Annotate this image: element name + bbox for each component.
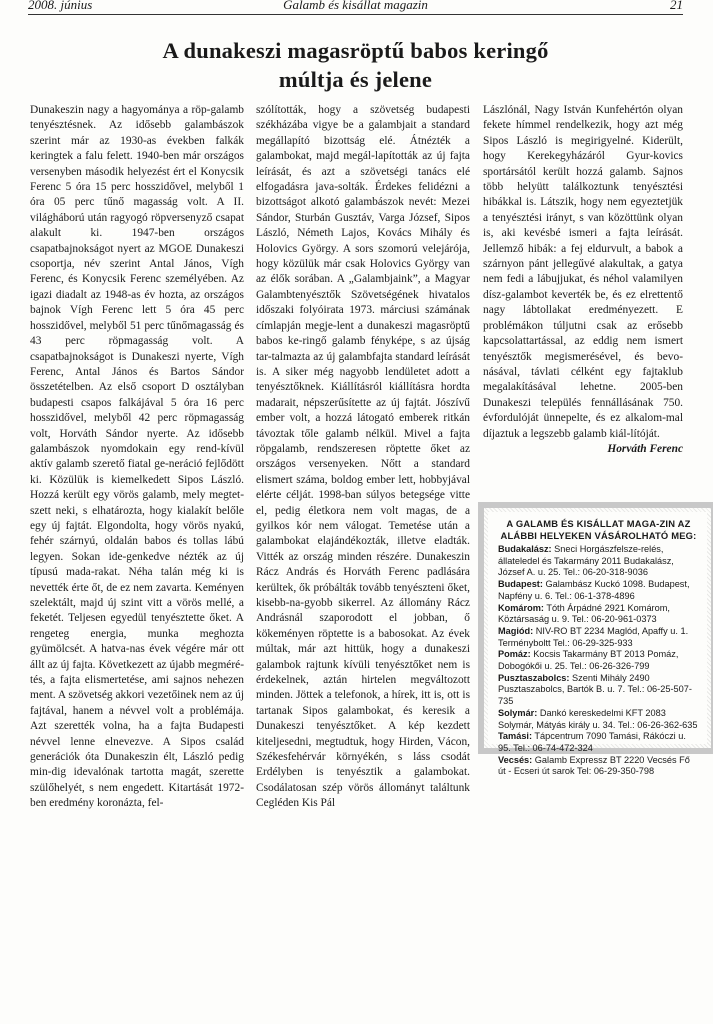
where-to-buy-title: A GALAMB ÉS KISÁLLAT MAGA-ZIN AZ ALÁBBI HELYEKEN VÁSÁROLHATÓ MEG: bbox=[500, 518, 697, 541]
column-3-text: Lászlónál, Nagy István Kunfehértón olyan fekete hímmel rendelkezik, hogy azt még Sipos László is megirigyelné. Kiderült, hogy Kerekegyházáról Gyur-kovics sportársától került hozzá galamb. Sajnos több helyütt találkoztunk tenyésztési hibákkal is. Látszik, hogy nem egyeztetjük a tenyésztési irányt, s van közöttünk olyan is, aki kevésbé ismeri a fajta leírását. Jellemző hibák: a fej eldurvult, a babok a szárnyon pánt jellegűvé alakultak, a gatya nem fedi a lábujjukat, és néhol valamilyen dísz-galambot keverték be, és ez elrettentő nagy lábtollakat eredményezett. E problémákon túljutni csak az erősebb kapcsolattartással, az eddig nem ismert tenyésztők megismerésével, és bevo-násával, távlati célként egy fajtaklub megalakításával lehetne. 2005-ben Dunakeszi település fennállásának 750. évfordulóját ünnepelte, és ez alkalom-mal díjaztuk a legszebb galamb kiál-lítóját. bbox=[483, 104, 683, 440]
retailer-place: Magiód: bbox=[498, 625, 534, 636]
retailer-details: Galamb Expressz BT 2220 Vecsés Fő út - Ecseri út sarok Tel: 06-29-350-798 bbox=[498, 754, 690, 777]
article-title bbox=[28, 36, 683, 94]
retailer-list bbox=[498, 544, 699, 778]
retailer-entry bbox=[498, 755, 699, 778]
author-signature: Horváth Ferenc bbox=[607, 442, 683, 455]
retailer-entry bbox=[498, 544, 699, 579]
where-to-buy-box bbox=[478, 502, 713, 777]
retailer-details: Galambász Kuckó 1098. Budapest, Napfény u. 6. Tel.: 06-1-378-4896 bbox=[498, 579, 690, 601]
retailer-details: Szenti Mihály 2490 Pusztaszabolcs, Bartók B. u. 7. Tel.: 06-25-507-735 bbox=[498, 672, 692, 707]
column-1-text: Dunakeszin nagy a hagyománya a röp-galamb tenyésztésnek. Az idősebb galambászok szerint már az 1930-as években falkák keringtek a falu felett. 1940-ben már országos versenyben második helyezést ért el Konycsik Ferenc 5 óra 15 perc hosszidővel, melyből 1 óra 05 perc tűnő magasság volt. A II. világháború után ragyogó röpversenyző csapat alakult ki. 1947-ben országos csapatbajnokságot nyert az MGOE Dunakeszi csoportja, név szerint Antal János, Vígh Ferenc, és Konycsik Ferenc személyében. Az igazi diadalt az 1948-as év hozta, az országos bajnok Vígh Ferenc lett 5 óra 45 perc hosszidővel, melyből 51 perc tűnőmagasság és 43 perc röpmagasság volt. A csapatbajnokságot is Dunakeszi nyerte, Vígh Ferenc, Antal János és Bartos Sándor összetételben. Az első csoport D osztályban budapesti csapos falkájával 5 óra 16 perc hosszidővel, melyből 42 perc röpmagasság volt, Horváth Sándor nyerte. Az idősebb galambászok nyomdokain egy rend-kívül aktív galamb szerető fiatal ge-neráció fejlődött ki. Közülük is kiemelkedett Sipos László. Hozzá került egy vörös galamb, mely megtet-szett neki, s elhatározta, hogy kialakít belőle egy új fajtát. Elgondolta, hogy vörös nyakú, fehér szárnyú, oldalán babos és tollas lábú legyen. Sokan ide-genkedve nézték az új típusú mada-rakat. Néha talán még ki is nevették érte őt, de ez nem zavarta. Keményen szelektált, majd új szint vitt a vörös mellé, a feketét. Teljesen egyedül tenyésztette őket. A rengeteg energia, munka meghozta gyümölcsét. A hatva-nas évek végére már ott állt az új fajta. Következett az újabb megméré-tés, a fajta elismertetése, ami sajnos nehezen ment. A szövetség akkori vezetőinek nem az új fajtával, hanem a névvel volt a problémája. Azt szerették volna, ha a fajta Budapesti névvel lenne elnevezve. A Sipos család generációk óta Dunakeszin élt, László pedig min-dig idevalónak tartotta magát, szerette szülőhelyét, s nem engedett. Kitartását 1972-ben eredmény koronázta, fel- bbox=[30, 104, 244, 810]
retailer-details: Tápcentrum 7090 Tamási, Rákóczi u. 95. Tel.: 06-74-472-324 bbox=[498, 731, 686, 753]
article-column-3 bbox=[483, 103, 683, 457]
retailer-entry bbox=[498, 673, 699, 708]
retailer-entry bbox=[498, 731, 699, 754]
article-column-1 bbox=[30, 103, 244, 812]
retailer-place: Pusztaszabolcs: bbox=[498, 672, 570, 683]
retailer-place: Budakalász: bbox=[498, 544, 552, 554]
retailer-place: Vecsés: bbox=[498, 754, 533, 765]
retailer-place: Komárom: bbox=[498, 602, 544, 613]
magazine-name: Galamb és kisállat magazin bbox=[283, 0, 428, 12]
where-to-buy-content bbox=[488, 512, 707, 777]
retailer-place: Pomáz: bbox=[498, 649, 531, 660]
retailer-entry bbox=[498, 708, 699, 731]
column-2-text: szólították, hogy a szövetség budapesti székházába vigye be a galambjait a standard megállapító bizottság elé. Átnézték a galambokat, majd megál-lapították az új fajta leírását, és azt a szövetségi tanács elé elfogadásra java-solták. Érdekes felidézni a bizottságot alkotó galambászok nevét: Mezei Sándor, Sturbán Gusztáv, Varga József, Sipos László, Németh Lajos, Kovács Mihály és Holovics György. A sors szomorú velejárója, hogy közülük már csak Holovics György van az élők sorában. A „Galambjaink”, a Magyar Galambtenyésztők Szövetségének hivatalos időszaki folyóirata 1973. márciusi számának címlapján megje-lent a dunakeszi magasröptű babos ke-ringő galamb fényképe, s az újság tar-talmazta az új galambfajta standard leírását is. A siker még nagyobb lendületet adott a tenyésztőknek. Kiállításról kiállításra hordta madarait, népszerűsítette az új fajtát. Jószívű ember volt, a hozzá látogató emberek ritkán távoztak tőle galamb nélkül. Mivel a fajta röpgalamb, rendszeresen röptette őket az országos versenyeken. Nőtt a standard elismert száma, boldog ember lett, hobbyjával elérte célját. 1998-ban súlyos betegsége vitte el, pedig életkora nem volt magas, de a gyilkos kór nem válogat. Temetése után a galambokat elajándékozták, illetve eladták. Vitték az ország minden részére. Dunakeszin Rácz András és Horváth Ferenc padlására kerültek, ők próbálták tovább tenyészteni őket, kisebb-na-gyobb sikerrel. Az állomány Rácz Andrásnál szaporodott el jobban, ő kökeményen röptette is a babosokat. Az évek múltak, már azt hittük, hogy a dunakeszi galambok rajtunk kívüli tenyésztőket nem is érdekelnek, aztán hirtelen megváltozott minden. Jöttek a telefonok, a hírek, itt is, ott is tartanak Sipos galambokat, és keresik a Dunakeszi tenyésztőket. A kép kezdett kiteljesedni, megtudtuk, hogy Hirden, Vácon, Székesfehérvár környékén, s láss csodát Erdélyben is tenyésztik a galambokat. Csodálatosan szép vörös állományt találtunk Cegléden Kis Pál bbox=[256, 104, 470, 810]
retailer-details: Sneci Horgászfelsze-relés, állateledel és Takarmány 2011 Budakalász, József A. u. 25. Tel.: 06-20-318-9036 bbox=[498, 544, 674, 578]
retailer-details: NIV-RO BT 2234 Maglód, Apaffy u. 1. Terményboltt Tel.: 06-29-325-933 bbox=[498, 625, 689, 648]
retailer-entry bbox=[498, 626, 699, 649]
issue-date: 2008. június bbox=[28, 0, 93, 12]
retailer-details: Tóth Árpádné 2921 Komárom, Köztársaság u. 9. Tel.: 06-20-961-0373 bbox=[498, 602, 670, 625]
retailer-entry bbox=[498, 603, 699, 626]
running-header bbox=[28, 0, 683, 15]
title-line-2: múltja és jelene bbox=[278, 67, 433, 92]
retailer-entry bbox=[498, 649, 699, 672]
retailer-place: Tamási: bbox=[498, 731, 533, 742]
article-column-2 bbox=[256, 103, 470, 812]
retailer-entry bbox=[498, 579, 699, 602]
retailer-place: Solymár: bbox=[498, 707, 538, 718]
page-number: 21 bbox=[670, 0, 683, 12]
retailer-place: Budapest: bbox=[498, 579, 543, 590]
retailer-details: Kocsis Takarmány BT 2013 Pomáz, Dobogókői u. 25. Tel.: 06-26-326-799 bbox=[498, 649, 679, 672]
retailer-details: Dankó kereskedelmi KFT 2083 Solymár, Mátyás király u. 34. Tel.: 06-26-362-635 bbox=[498, 707, 698, 730]
title-line-1: A dunakeszi magasröptű babos keringő bbox=[162, 38, 549, 63]
